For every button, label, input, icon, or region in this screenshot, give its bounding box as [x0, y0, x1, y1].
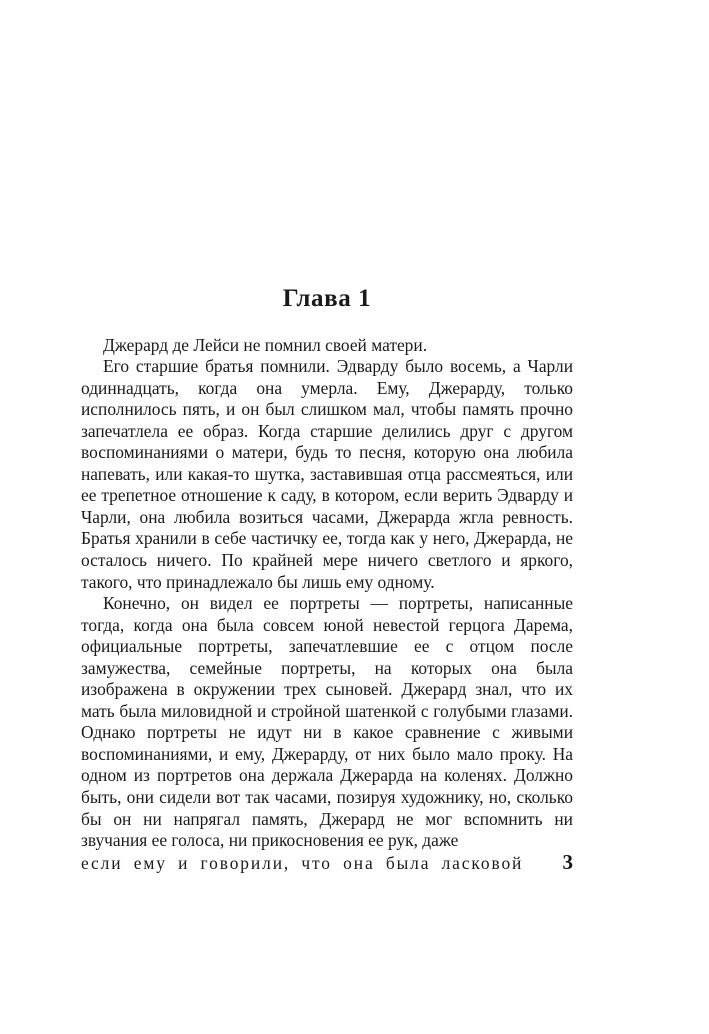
paragraph: Конечно, он видел ее портреты — портреты, написанные тогда, когда она была совсем юной невестой герцога Дарема, официальные портреты, запечатлевшие ее с отцом после замужества, семейные портреты, на которых она была изображена в окружении трех сыновей. Джерард знал, что их мать была миловидной и стройной шатенкой с голубыми глазами. Однако портреты не идут ни в какое сравнение с живыми воспоминаниями, и ему, Джерарду, от них было мало проку. На одном из портретов она держала Джерарда на коленях. Должно быть, они сидели вот так часами, позируя художнику, но, сколько бы он ни напрягал память, Джерард не мог вспомнить ни звучания ее голоса, ни прикосновения ее рук, даже: [81, 593, 573, 851]
paragraph: Его старшие братья помнили. Эдварду было восемь, а Чарли одиннадцать, когда она умерла. Ему, Джерарду, только исполнилось пять, и он был слишком мал, чтобы память прочно запечатлела ее образ. Когда старшие делились друг с другом воспоминаниями о матери, будь то песня, которую она любила напевать, или какая-то шутка, заставившая отца рассмеяться, или ее трепетное отношение к саду, в котором, если верить Эдварду и Чарли, она любила возиться часами, Джерарда жгла ревность. Братья хранили в себе частичку ее, тогда как у него, Джерарда, не осталось ничего. По крайней мере ничего светлого и яркого, такого, что принадлежало бы лишь ему одному.: [81, 356, 573, 592]
page-number: 3: [562, 849, 573, 874]
final-line-text: если ему и говорили, что она была ласковой: [81, 852, 524, 873]
paragraph: Джерард де Лейси не помнил своей матери.: [103, 334, 428, 355]
final-line-with-folio: [81, 849, 573, 875]
body-copy: [81, 335, 573, 875]
page-text-block: [81, 285, 573, 874]
chapter-heading: Глава 1: [282, 285, 372, 312]
